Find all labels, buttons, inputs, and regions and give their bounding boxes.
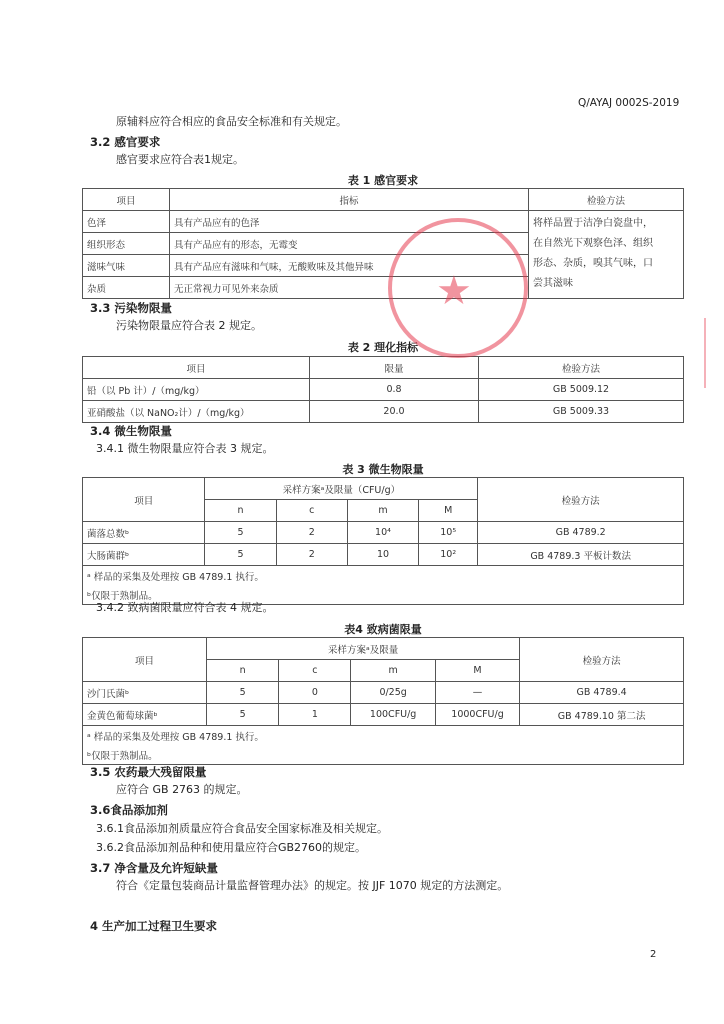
- table4-sub-M: M: [435, 660, 519, 682]
- table1-method-line: 尝其滋味: [533, 278, 573, 289]
- table3-cell: GB 4789.2: [478, 522, 684, 544]
- table3-note: ᵃ 样品的采集及处理按 GB 4789.1 执行。: [83, 566, 684, 586]
- table3-cell: 2: [276, 522, 347, 544]
- section-3-5-body: 应符合 GB 2763 的规定。: [116, 783, 248, 796]
- table4-note: ᵃ 样品的采集及处理按 GB 4789.1 执行。: [83, 726, 684, 746]
- table3-cell: 5: [205, 522, 276, 544]
- table4-caption: 表4 致病菌限量: [344, 623, 422, 636]
- document-code: Q/AYAJ 0002S-2019: [578, 97, 680, 109]
- table4-cell: 沙门氏菌ᵇ: [83, 682, 207, 704]
- table4-cell: —: [435, 682, 519, 704]
- table1-method-line: 形态、杂质，嗅其气味，口: [533, 258, 653, 269]
- table1-cell: 具有产品应有滋味和气味，无酸败味及其他异味: [170, 255, 529, 277]
- table4-cell: GB 4789.10 第二法: [520, 704, 684, 726]
- table1-header-item: 项目: [83, 189, 170, 211]
- table3-header-plan: 采样方案ᵃ及限量（CFU/g）: [205, 478, 478, 500]
- table2: [82, 356, 684, 423]
- table1-header-indicator: 指标: [170, 189, 529, 211]
- section-3-2-title: 3.2 感官要求: [90, 135, 161, 149]
- section-3-4-2: 3.4.2 致病菌限量应符合表 4 规定。: [96, 601, 274, 614]
- table4-cell: 1: [279, 704, 351, 726]
- table2-cell: GB 5009.12: [479, 379, 684, 401]
- section-3-6-2: 3.6.2食品添加剂品种和使用量应符合GB2760的规定。: [96, 841, 367, 854]
- table2-cell: GB 5009.33: [479, 401, 684, 423]
- table4-cell: 0: [279, 682, 351, 704]
- table2-cell: 亚硝酸盐（以 NaNO₂计）/（mg/kg）: [83, 401, 310, 423]
- table1-cell: 具有产品应有的形态，无霉变: [170, 233, 529, 255]
- table2-cell: 0.8: [310, 379, 479, 401]
- table4-header-plan: 采样方案ᵃ及限量: [207, 638, 520, 660]
- table1-header-method: 检验方法: [529, 189, 684, 211]
- table2-header-item: 项目: [83, 357, 310, 379]
- page-number: 2: [650, 949, 657, 960]
- table4-cell: 100CFU/g: [351, 704, 435, 726]
- table3-cell: 10: [347, 544, 418, 566]
- table4-cell: 5: [207, 704, 279, 726]
- table3-header-method: 检验方法: [478, 478, 684, 522]
- table1-cell: 色泽: [83, 211, 170, 233]
- table2-header-limit: 限量: [310, 357, 479, 379]
- section-4-title: 4 生产加工过程卫生要求: [90, 919, 218, 933]
- intro-line: 原辅料应符合相应的食品安全标准和有关规定。: [116, 115, 347, 128]
- table2-cell: 20.0: [310, 401, 479, 423]
- table1-cell: 杂质: [83, 277, 170, 299]
- table4-sub-m: m: [351, 660, 435, 682]
- table4-note: ᵇ仅限于熟制品。: [83, 745, 684, 765]
- table3-sub-n: n: [205, 500, 276, 522]
- table4-header-item: 项目: [83, 638, 207, 682]
- table3-cell: 5: [205, 544, 276, 566]
- table1-method-cell: [529, 211, 684, 299]
- table3-caption: 表 3 微生物限量: [342, 463, 424, 476]
- table4: [82, 637, 684, 765]
- table4-cell: 5: [207, 682, 279, 704]
- table3-cell: 10⁵: [419, 522, 478, 544]
- table1-method-line: 将样品置于洁净白瓷盘中，: [533, 218, 653, 229]
- table1-cell: 无正常视力可见外来杂质: [170, 277, 529, 299]
- table1-cell: 具有产品应有的色泽: [170, 211, 529, 233]
- seal-edge-mark: [704, 318, 720, 388]
- section-3-7-body: 符合《定量包装商品计量监督管理办法》的规定。按 JJF 1070 规定的方法测定。: [116, 879, 509, 892]
- table1-caption: 表 1 感官要求: [347, 174, 419, 187]
- table1-method-line: 在自然光下观察色泽、组织: [533, 238, 653, 249]
- table1-cell: 滋味气味: [83, 255, 170, 277]
- table3-cell: 2: [276, 544, 347, 566]
- table3-cell: 菌落总数ᵇ: [83, 522, 205, 544]
- table3-sub-c: c: [276, 500, 347, 522]
- table1: [82, 188, 684, 299]
- table2-header-method: 检验方法: [479, 357, 684, 379]
- table3-sub-m: m: [347, 500, 418, 522]
- table1-cell: 组织形态: [83, 233, 170, 255]
- table4-cell: 1000CFU/g: [435, 704, 519, 726]
- section-3-3-title: 3.3 污染物限量: [90, 301, 172, 315]
- table2-caption: 表 2 理化指标: [347, 341, 419, 354]
- seal-star-icon: ★: [436, 268, 472, 314]
- section-3-4-1: 3.4.1 微生物限量应符合表 3 规定。: [96, 442, 274, 455]
- table3-cell: 10⁴: [347, 522, 418, 544]
- section-3-7-title: 3.7 净含量及允许短缺量: [90, 861, 218, 875]
- table4-cell: 金黄色葡萄球菌ᵇ: [83, 704, 207, 726]
- table3-cell: 10²: [419, 544, 478, 566]
- table3-header-item: 项目: [83, 478, 205, 522]
- table4-header-method: 检验方法: [520, 638, 684, 682]
- section-3-6-title: 3.6食品添加剂: [90, 803, 168, 817]
- table3-sub-M: M: [419, 500, 478, 522]
- table3-cell: GB 4789.3 平板计数法: [478, 544, 684, 566]
- table4-cell: GB 4789.4: [520, 682, 684, 704]
- table3: [82, 477, 684, 605]
- section-3-3-body: 污染物限量应符合表 2 规定。: [116, 319, 262, 332]
- section-3-6-1: 3.6.1食品添加剂质量应符合食品安全国家标准及相关规定。: [96, 822, 388, 835]
- section-3-5-title: 3.5 农药最大残留限量: [90, 765, 207, 779]
- table4-cell: 0/25g: [351, 682, 435, 704]
- table4-sub-n: n: [207, 660, 279, 682]
- table3-note: ᵇ仅限于熟制品。: [83, 585, 684, 605]
- section-3-2-body: 感官要求应符合表1规定。: [116, 153, 244, 166]
- table4-sub-c: c: [279, 660, 351, 682]
- table2-cell: 铅（以 Pb 计）/（mg/kg）: [83, 379, 310, 401]
- table3-cell: 大肠菌群ᵇ: [83, 544, 205, 566]
- section-3-4-title: 3.4 微生物限量: [90, 424, 172, 438]
